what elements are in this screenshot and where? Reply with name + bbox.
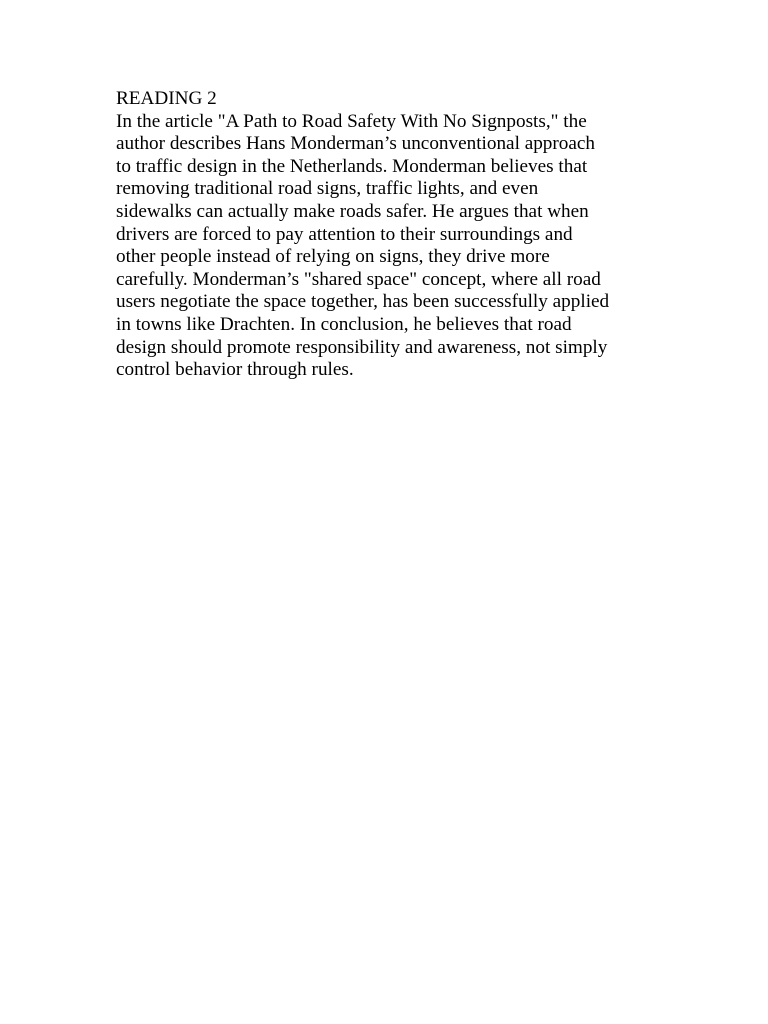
paragraph-line: drivers are forced to pay attention to their surroundings and: [116, 223, 573, 245]
paragraph-line: removing traditional road signs, traffic lights, and even: [116, 178, 539, 200]
paragraph-line: users negotiate the space together, has been successfully applied: [116, 291, 610, 313]
paragraph-line: design should promote responsibility and awareness, not simply: [116, 336, 608, 358]
paragraph-line: carefully. Monderman’s "shared space" concept, where all road: [116, 268, 601, 290]
paragraph-line: author describes Hans Monderman’s unconventional approach: [116, 133, 596, 155]
document-body: [116, 88, 656, 382]
paragraph-line: sidewalks can actually make roads safer. He argues that when: [116, 200, 589, 222]
paragraph-line: other people instead of relying on signs, they drive more: [116, 246, 550, 268]
paragraph-line: control behavior through rules.: [116, 359, 354, 381]
paragraph-line: in towns like Drachten. In conclusion, he believes that road: [116, 313, 572, 335]
reading-heading: READING 2: [116, 88, 217, 109]
paragraph-line: In the article "A Path to Road Safety With No Signposts," the: [116, 110, 587, 132]
paragraph-line: to traffic design in the Netherlands. Monderman believes that: [116, 155, 588, 177]
reading-paragraph: [116, 111, 656, 382]
